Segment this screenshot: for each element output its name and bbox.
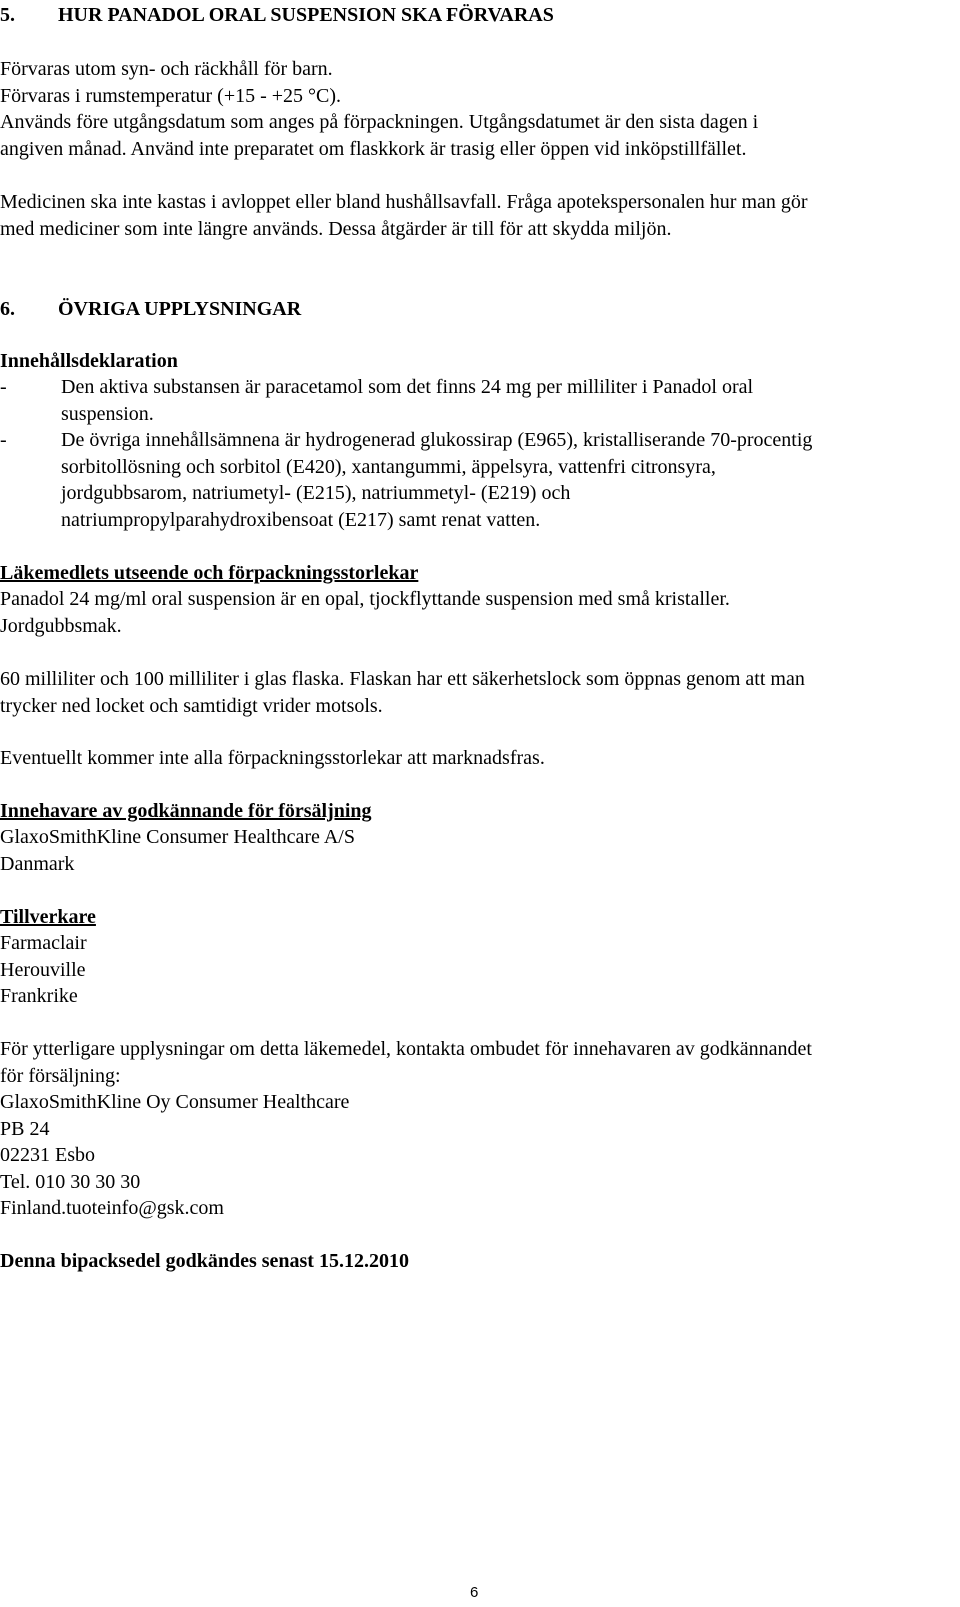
storage-line: angiven månad. Använd inte preparatet om flaskkork är trasig eller öppen vid inköpstillfället. (0, 137, 747, 160)
holder-line: Danmark (0, 852, 75, 875)
bullet-line: jordgubbsarom, natriumetyl- (E215), natriummetyl- (E219) och (61, 482, 571, 504)
package-line: 60 milliliter och 100 milliliter i glas flaska. Flaskan har ett säkerhetslock som öppnas genom att man (0, 668, 805, 690)
disposal-line: Medicinen ska inte kastas i avloppet eller bland hushållsavfall. Fråga apotekspersonalen hur man gör (0, 191, 808, 213)
contact-line: 02231 Esbo (0, 1144, 95, 1166)
section-5-title: HUR PANADOL ORAL SUSPENSION SKA FÖRVARAS (58, 4, 554, 26)
bullet-line: suspension. (61, 402, 154, 425)
storage-line: Förvaras i rumstemperatur (+15 - +25 °C). (0, 84, 342, 107)
appearance-line: Jordgubbsmak. (0, 614, 122, 637)
contact-line: för försäljning: (0, 1064, 121, 1087)
package-line: trycker ned locket och samtidigt vrider motsols. (0, 694, 383, 717)
contact-email: Finland.tuoteinfo@gsk.com (0, 1197, 224, 1219)
contents-heading: Innehållsdeklaration (0, 350, 178, 372)
approval-note: Denna bipacksedel godkändes senast 15.12.2010 (0, 1250, 409, 1272)
appearance-heading: Läkemedlets utseende och förpackningsstorlekar (0, 562, 419, 584)
storage-line: Används före utgångsdatum som anges på förpackningen. Utgångsdatumet är den sista dagen i (0, 111, 759, 133)
holder-heading: Innehavare av godkännande för försäljning (0, 800, 372, 822)
contents-bullet-1 (0, 374, 958, 427)
contact-line: För ytterligare upplysningar om detta läkemedel, kontakta ombudet för innehavaren av godkännandet (0, 1038, 812, 1060)
storage-line: Förvaras utom syn- och räckhåll för barn. (0, 58, 333, 80)
section-6-heading (0, 296, 958, 323)
marketing-note: Eventuellt kommer inte alla förpackningsstorlekar att marknadsfras. (0, 747, 545, 769)
contact-line: Tel. 010 30 30 30 (0, 1170, 141, 1193)
manufacturer-line: Farmaclair (0, 932, 87, 954)
bullet-line: natriumpropylparahydroxibensoat (E217) samt renat vatten. (61, 508, 541, 531)
disposal-paragraph (0, 189, 958, 242)
page-number: 6 (470, 1584, 479, 1601)
bullet-line: sorbitollösning och sorbitol (E420), xantangummi, äppelsyra, vattenfri citronsyra, (61, 455, 716, 478)
section-6-number: 6. (0, 298, 15, 320)
appearance-line: Panadol 24 mg/ml oral suspension är en opal, tjockflyttande suspension med små kristaller. (0, 588, 730, 610)
contact-line: PB 24 (0, 1117, 50, 1140)
contents-bullet-2 (0, 427, 958, 533)
manufacturer-heading: Tillverkare (0, 906, 96, 928)
manufacturer-block (0, 930, 958, 1010)
bullet-line: De övriga innehållsämnena är hydrogenerad glukossirap (E965), kristalliserande 70-procentig (61, 429, 813, 451)
bullet-line: Den aktiva substansen är paracetamol som det finns 24 mg per milliliter i Panadol oral (61, 376, 754, 398)
contact-block (0, 1036, 958, 1222)
package-paragraph (0, 666, 958, 719)
disposal-line: med mediciner som inte längre används. Dessa åtgärder är till för att skydda miljön. (0, 217, 672, 240)
section-5-heading (0, 2, 958, 29)
storage-paragraph (0, 56, 958, 162)
bullet-dash: - (0, 429, 7, 451)
bullet-dash: - (0, 376, 7, 398)
manufacturer-line: Frankrike (0, 985, 78, 1007)
holder-block (0, 824, 958, 877)
section-6-title: ÖVRIGA UPPLYSNINGAR (58, 298, 302, 320)
holder-line: GlaxoSmithKline Consumer Healthcare A/S (0, 826, 355, 848)
manufacturer-line: Herouville (0, 958, 86, 981)
appearance-paragraph (0, 586, 958, 639)
contact-line: GlaxoSmithKline Oy Consumer Healthcare (0, 1091, 350, 1113)
section-5-number: 5. (0, 4, 15, 26)
